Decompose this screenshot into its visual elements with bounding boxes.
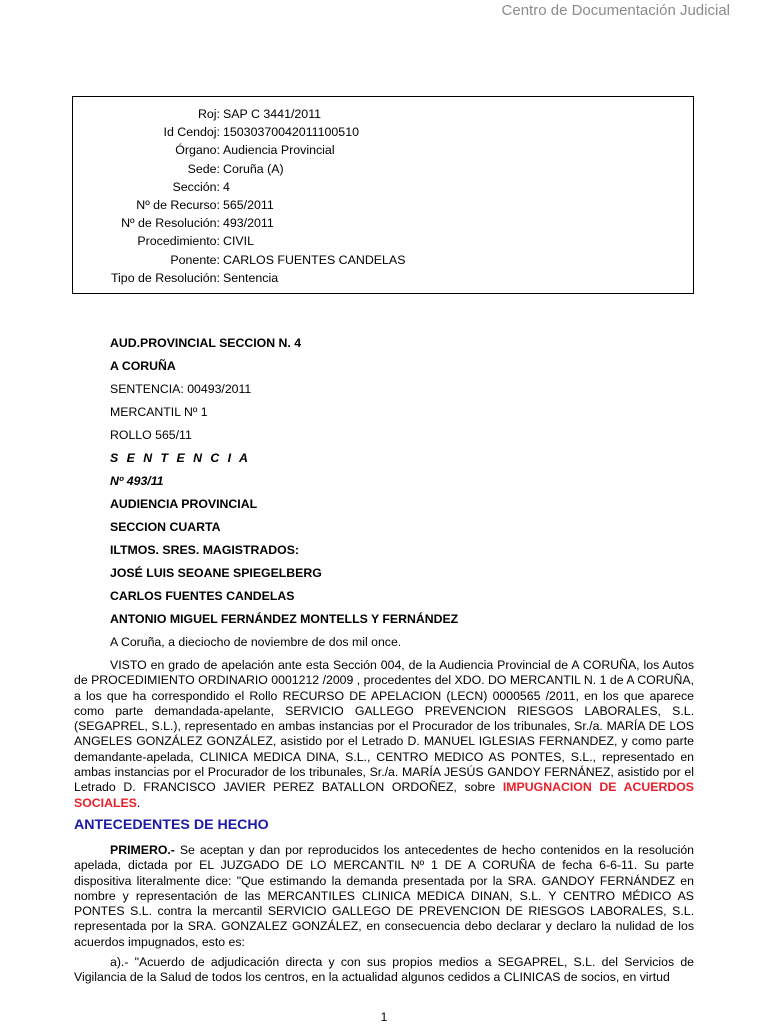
- meta-value: SAP C 3441/2011: [223, 107, 322, 121]
- sentencia-number-line: SENTENCIA: 00493/2011: [110, 382, 252, 396]
- page-number: 1: [380, 1010, 388, 1024]
- document-body: [74, 336, 694, 991]
- city-line: A CORUÑA: [110, 359, 176, 373]
- meta-row-procedimiento: [73, 232, 405, 250]
- meta-key: Nº de Recurso:: [136, 198, 220, 213]
- sentencia-title: S E N T E N C I A: [110, 451, 251, 465]
- meta-key: Ponente:: [170, 252, 220, 267]
- meta-row-sede: [73, 160, 405, 178]
- item-a-paragraph: a).- "Acuerdo de adjudicación directa y con sus propios medios a SEGAPREL, S.L. del Servicios de Vigilancia de la Salud de todos los centros, en la actualidad algunos cedidos a CLINICAS de socios, en virtud: [74, 955, 694, 985]
- meta-value: 15030370042011100510: [223, 125, 359, 140]
- header-title: Centro de Documentación Judicial: [501, 2, 730, 19]
- meta-value: 493/2011: [223, 216, 274, 231]
- meta-key: Órgano:: [175, 143, 220, 158]
- seccion-line: SECCION CUARTA: [110, 520, 221, 534]
- meta-row-organo: [73, 141, 405, 159]
- visto-end: .: [136, 795, 141, 810]
- sentencia-num-line: Nº 493/11: [110, 474, 164, 488]
- court-line: AUD.PROVINCIAL SECCION N. 4: [110, 336, 302, 350]
- magistrados-line: ILTMOS. SRES. MAGISTRADOS:: [110, 543, 300, 557]
- meta-key: Id Cendoj:: [163, 125, 220, 140]
- meta-row-tipo: [73, 269, 405, 287]
- rollo-line: ROLLO 565/11: [110, 428, 192, 442]
- meta-value: Audiencia Provincial: [223, 143, 335, 158]
- meta-value: Sentencia: [223, 270, 279, 285]
- subject-highlight: IMPUGNACION DE ACUERDOS SOCIALES: [74, 780, 695, 810]
- visto-paragraph: [74, 658, 694, 811]
- meta-key: Procedimiento:: [137, 234, 220, 249]
- primero-text: Se aceptan y dan por reproducidos los antecedentes de hecho contenidos en la resolución apelada, dictada por EL JUZGADO DE LO MERCANTIL Nº 1 DE A CORUÑA de fecha 6-6-11. Su parte dispositiva literalmente dice: "Que estimando la demanda presentada por la SRA. GANDOY FERNÁNDEZ en nombre y representación de las MERCANTILES CLINICA MEDICA DINAN, S.L. Y CENTRO MÉDICO AS PONTES S.L. contra la mercantil SERVICIO GALLEGO DE PREVENCION DE RIESGOS LABORALES, S.L. representada por la SRA. GONZALEZ GONZÁLEZ, en consecuencia debo declarar y declaro la nulidad de los acuerdos impugnados, esto es:: [74, 842, 694, 949]
- primero-paragraph: [74, 843, 694, 950]
- metadata-box: [72, 96, 694, 294]
- metadata-table: [73, 105, 405, 287]
- meta-key: Roj:: [197, 107, 220, 121]
- meta-row-roj: [73, 105, 405, 123]
- audiencia-line: AUDIENCIA PROVINCIAL: [110, 497, 258, 511]
- primero-label: PRIMERO.-: [110, 842, 175, 857]
- meta-row-seccion: [73, 178, 405, 196]
- meta-value: CARLOS FUENTES CANDELAS: [223, 252, 406, 267]
- meta-row-id-cendoj: [73, 123, 405, 141]
- meta-key: Tipo de Resolución:: [110, 270, 220, 285]
- meta-key: Nº de Resolución:: [121, 216, 220, 231]
- magistrate-name: CARLOS FUENTES CANDELAS: [110, 589, 295, 603]
- meta-value: 565/2011: [223, 198, 274, 213]
- meta-key: Sede:: [187, 161, 220, 176]
- section-title: ANTECEDENTES DE HECHO: [74, 816, 269, 833]
- date-line: A Coruña, a dieciocho de noviembre de dos mil once.: [110, 635, 402, 649]
- meta-value: CIVIL: [223, 234, 254, 249]
- meta-row-ponente: [73, 251, 405, 269]
- meta-key: Sección:: [172, 179, 220, 194]
- meta-row-recurso: [73, 196, 405, 214]
- meta-value: Coruña (A): [223, 161, 284, 176]
- visto-text: VISTO en grado de apelación ante esta Sección 004, de la Audiencia Provincial de A CORUÑA, los Autos de PROCEDIMIENTO ORDINARIO 0001212 /2009 , procedentes del XDO. DO MERCANTIL N. 1 de A CORUÑA, a los que ha correspondido el Rollo RECURSO DE APELACION (LECN) 0000565 /2011, en los que aparece como parte demandada-apelante, SERVICIO GALLEGO PREVENCION RIESGOS LABORALES, S.L. (SEGAPREL, S.L.), representado en ambas instancias por el Procurador de los tribunales, Sr./a. MARÍA DE LOS ANGELES GONZÁLEZ GONZÁLEZ, asistido por el Letrado D. MANUEL IGLESIAS FERNANDEZ, y como parte demandante-apelada, CLINICA MEDICA DINA, S.L., CENTRO MEDICO AS PONTES, S.L., representado en ambas instancias por el Procurador de los tribunales, Sr./a. MARÍA JESÚS GANDOY FERNÁNEZ, asistido por el Letrado D. FRANCISCO JAVIER PEREZ BATALLON ORDOÑEZ, sobre: [74, 658, 694, 795]
- magistrate-name: ANTONIO MIGUEL FERNÁNDEZ MONTELLS Y FERNÁNDEZ: [110, 612, 459, 626]
- mercantil-line: MERCANTIL Nº 1: [110, 405, 208, 419]
- magistrate-name: JOSÉ LUIS SEOANE SPIEGELBERG: [110, 566, 322, 580]
- meta-row-resolucion: [73, 214, 405, 232]
- meta-value: 4: [223, 179, 230, 194]
